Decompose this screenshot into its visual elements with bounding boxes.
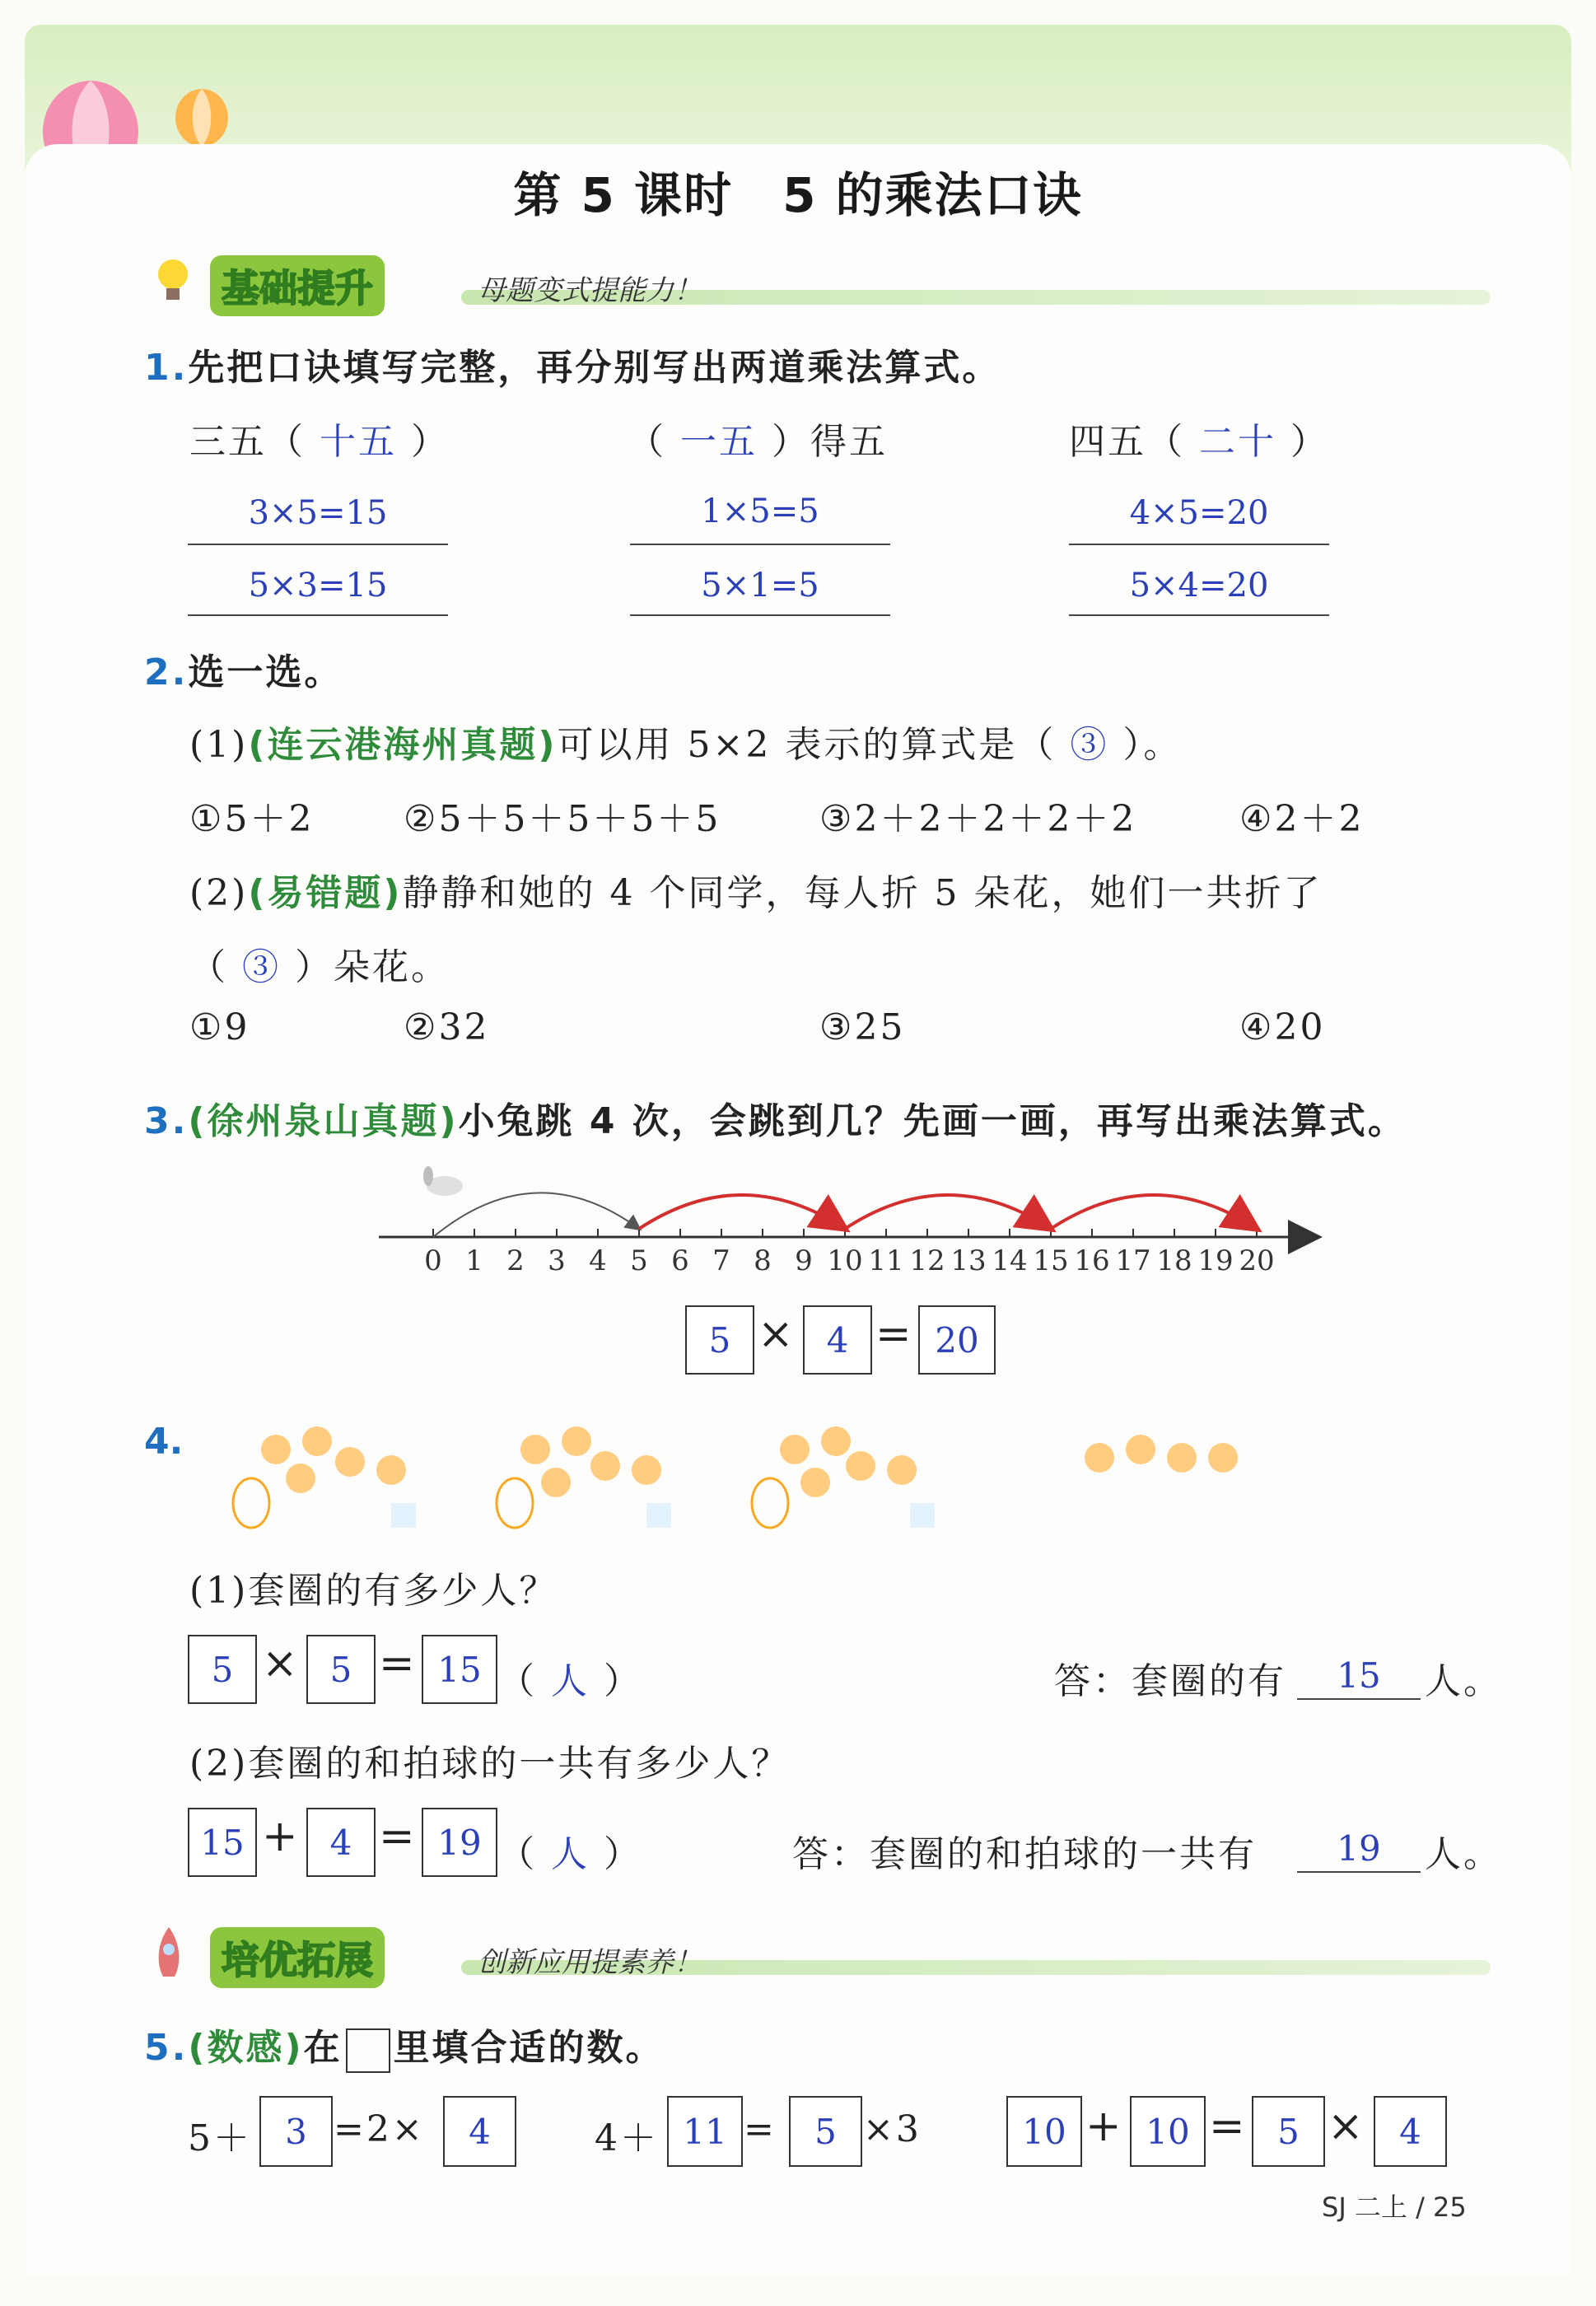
q3-prompt: 小兔跳 4 次，会跳到几？先画一画，再写出乘法算式。 [458,1100,1407,1142]
tick-label: 15 [1033,1244,1069,1277]
answer-text: 十五 [320,421,397,463]
tick-label: 10 [827,1244,863,1277]
source-tag: (易错题) [248,872,403,914]
source-tag: (徐州泉山真题) [188,1100,459,1142]
q4-p1-box-a[interactable]: 5 [188,1635,257,1704]
q4-p2-answer-suffix: 人。 [1425,1833,1502,1875]
tick-label: 16 [1074,1244,1110,1277]
q2-p1-option-1: ①5＋2 [189,798,315,840]
q5-e3-box-2[interactable]: 10 [1130,2096,1206,2167]
q1-rhyme-2: （ 一五 ）得五 [628,421,888,463]
q4-p2-box-a[interactable]: 15 [188,1808,257,1877]
q5-number: 5. [144,2027,189,2069]
tick-label: 14 [992,1244,1028,1277]
tick-label: 1 [465,1244,483,1277]
answer-text: 二十 [1199,421,1276,463]
q1-eq-3a: 4×5=20 [1129,494,1269,532]
answer-line [1297,1698,1421,1700]
q1-eq-3b: 5×4=20 [1129,567,1269,605]
q2-p1-option-2: ②5＋5＋5＋5＋5 [404,798,721,840]
q2-p2-option-1: ①9 [189,1006,250,1048]
section-advanced-label: 培优拓展 [210,1927,385,1988]
q4-p1-box-c[interactable]: 15 [422,1635,497,1704]
q4-p1-answer-suffix: 人。 [1425,1660,1502,1702]
tick-label: 20 [1239,1244,1275,1277]
times-sign: × [1328,2102,1364,2151]
q3-box-c[interactable]: 20 [918,1305,996,1375]
tick-label: 8 [754,1244,772,1277]
jump-arc-4 [1051,1195,1257,1229]
tick-label: 6 [671,1244,689,1277]
tick-label: 17 [1115,1244,1151,1277]
q5-e2-box-1[interactable]: 11 [667,2096,743,2167]
q1-rhyme-1: 三五（ 十五 ） [189,421,450,463]
answer-line [630,614,890,616]
q5-e1-box-1[interactable]: 3 [259,2096,333,2167]
q1-eq-1b: 5×3=15 [248,567,388,605]
section-basic-slogan: 母题变式提能力！ [478,274,702,307]
tick-label: 5 [630,1244,648,1277]
q5-text: 5.(数感)在 里填合适的数。 [144,2018,665,2073]
q1-eq-2a: 1×5=5 [701,492,819,530]
tick-label: 2 [506,1244,525,1277]
q5-e3-box-3[interactable]: 5 [1252,2096,1325,2167]
children-illustration [226,1412,1281,1544]
tick-label: 0 [424,1244,442,1277]
tick-label: 13 [950,1244,987,1277]
tick-label: 19 [1197,1244,1234,1277]
q2-p2-option-3: ③25 [819,1006,906,1048]
q4-p1-unit: （ 人 ） [498,1660,642,1702]
answer-line [1069,614,1329,616]
q1-eq-2b: 5×1=5 [701,567,819,605]
source-tag: (连云港海州真题) [248,724,558,766]
q4-p2-answer: 19 [1337,1828,1381,1869]
q5-e1-mid: =2× [334,2108,425,2150]
q5-e2-post: ×3 [863,2108,922,2150]
q2-text [144,642,343,695]
rabbit-icon [423,1166,463,1196]
equals-sign: = [379,1639,415,1688]
page-footer: SJ 二上 / 25 [1322,2192,1467,2223]
q2-p1-option-3: ③2＋2＋2＋2＋2 [819,798,1137,840]
q1-text [144,338,1001,390]
q5-e2-pre: 4＋ [595,2117,659,2159]
tick-label: 12 [909,1244,945,1277]
q5-e1-box-2[interactable]: 4 [443,2096,516,2167]
q2-prompt: 选一选。 [188,651,343,693]
times-sign: × [262,1639,298,1688]
q2-p2-option-2: ②32 [404,1006,490,1048]
equals-sign: = [1209,2102,1245,2151]
tick-label: 9 [795,1244,813,1277]
answer-line [1069,544,1329,545]
q4-p2-unit: （ 人 ） [498,1833,642,1875]
answer-line [188,544,448,545]
answer-text: ③ [242,946,281,988]
q2-p1-option-4: ④2＋2 [1239,798,1365,840]
answer-line [188,614,448,616]
tick-label: 11 [868,1244,904,1277]
plus-sign: + [1085,2102,1122,2151]
jump-arc-3 [845,1195,1051,1229]
q4-p2-text: (2)套圈的和拍球的一共有多少人？ [189,1743,791,1785]
q2-p2-line2: （ ③ ）朵花。 [189,946,450,988]
section-basic-label: 基础提升 [210,255,385,316]
q1-number: 1. [144,347,189,389]
lightbulb-icon [152,254,194,311]
answer-text: 一五 [680,421,758,463]
q3-box-b[interactable]: 4 [803,1305,872,1375]
equals-sign: = [875,1309,912,1359]
empty-box-icon [346,2028,390,2073]
section-advanced-slogan: 创新应用提素养！ [478,1946,702,1979]
tick-label: 4 [589,1244,607,1277]
q3-box-a[interactable]: 5 [685,1305,754,1375]
number-line [371,1161,1342,1285]
q4-p2-box-b[interactable]: 4 [306,1808,376,1877]
q5-e3-box-1[interactable]: 10 [1006,2096,1082,2167]
answer-line [630,544,890,545]
q1-rhyme-3: 四五（ 二十 ） [1069,421,1329,463]
answer-line [1297,1871,1421,1873]
q4-p2-answer-label: 答：套圈的和拍球的一共有 [792,1833,1257,1875]
q1-eq-1a: 3×5=15 [248,494,388,532]
q4-p2-box-c[interactable]: 19 [422,1808,497,1877]
q2-p1: (1)(连云港海州真题)可以用 5×2 表示的算式是（ ③ ）。 [189,724,1183,766]
q4-p1-text: (1)套圈的有多少人？ [189,1570,558,1612]
q5-e2-box-2[interactable]: 5 [789,2096,862,2167]
q3-text [144,1091,1407,1144]
q1-prompt: 先把口诀填写完整，再分别写出两道乘法算式。 [188,347,1001,389]
page-title: 第 5 课时 5 的乘法口诀 [513,167,1083,223]
plus-sign: + [262,1812,298,1861]
source-tag: (数感) [188,2027,304,2069]
q4-number: 4. [144,1421,184,1463]
tick-label: 7 [712,1244,730,1277]
answer-text: ③ [1070,724,1109,766]
q5-e2-mid: = [744,2108,777,2150]
q5-e1-pre: 5＋ [188,2117,252,2159]
q3-number: 3. [144,1100,189,1142]
q4-p1-answer: 15 [1337,1655,1381,1696]
tick-label: 18 [1156,1244,1192,1277]
q4-p1-box-b[interactable]: 5 [306,1635,376,1704]
jump-arc-2 [639,1195,845,1229]
q2-number: 2. [144,651,189,693]
equals-sign: = [379,1812,415,1861]
jump-arc-1 [433,1193,639,1237]
q4-p1-answer-label: 答：套圈的有 [1054,1660,1286,1702]
tick-label: 3 [548,1244,566,1277]
rocket-icon [148,1923,189,1989]
q5-e3-box-4[interactable]: 4 [1374,2096,1447,2167]
q2-p2: (2)(易错题)静静和她的 4 个同学，每人折 5 朵花，她们一共折了 [189,872,1323,914]
times-sign: × [758,1309,794,1359]
q2-p2-option-4: ④20 [1239,1006,1326,1048]
